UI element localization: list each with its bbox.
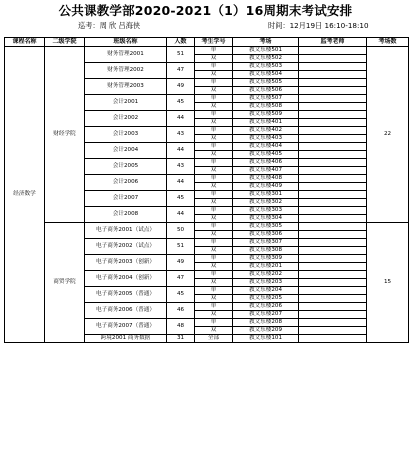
exam-room: 教文东楼509 <box>233 111 299 119</box>
student-parity: 单 <box>195 191 233 199</box>
exam-room: 教文东楼304 <box>233 215 299 223</box>
header-room: 考场 <box>233 38 299 47</box>
exam-room: 教文东楼508 <box>233 103 299 111</box>
class-name: 电子商务2006（普通） <box>85 303 167 319</box>
header-proctor: 监考老师 <box>299 38 367 47</box>
proctor-cell <box>299 103 367 111</box>
exam-room: 教文东楼101 <box>233 335 299 343</box>
student-parity: 双 <box>195 119 233 127</box>
exam-room: 教文东楼502 <box>233 55 299 63</box>
student-count: 43 <box>167 159 195 175</box>
proctor-cell <box>299 47 367 55</box>
schedule-body <box>5 47 409 343</box>
class-name: 会计2008 <box>85 207 167 223</box>
student-count: 47 <box>167 63 195 79</box>
student-count: 49 <box>167 79 195 95</box>
proctor-cell <box>299 87 367 95</box>
exam-room: 教文东楼504 <box>233 71 299 79</box>
exam-room: 教文东楼305 <box>233 223 299 231</box>
student-parity: 单 <box>195 63 233 71</box>
header-count: 人数 <box>167 38 195 47</box>
exam-room: 教文东楼204 <box>233 287 299 295</box>
proctor-cell <box>299 287 367 295</box>
class-name: 电子商务2003（创新） <box>85 255 167 271</box>
proctor-cell <box>299 327 367 335</box>
monitors-label: 巡考： <box>78 21 100 30</box>
student-parity: 双 <box>195 55 233 63</box>
exam-room: 教文东楼306 <box>233 231 299 239</box>
proctor-cell <box>299 143 367 151</box>
class-name: 会计2004 <box>85 143 167 159</box>
student-count: 44 <box>167 175 195 191</box>
exam-room: 教文东楼201 <box>233 263 299 271</box>
proctor-cell <box>299 231 367 239</box>
exam-room: 教文东楼401 <box>233 119 299 127</box>
student-count: 44 <box>167 143 195 159</box>
monitors-line <box>78 21 140 31</box>
student-parity: 双 <box>195 279 233 287</box>
student-parity: 单 <box>195 127 233 135</box>
proctor-cell <box>299 199 367 207</box>
class-name: 电子商务2007（普通） <box>85 319 167 335</box>
student-count: 45 <box>167 287 195 303</box>
student-parity: 双 <box>195 311 233 319</box>
student-count: 44 <box>167 207 195 223</box>
class-name: 会计2003 <box>85 127 167 143</box>
exam-room: 教文东楼302 <box>233 199 299 207</box>
exam-room: 教文东楼402 <box>233 127 299 135</box>
proctor-cell <box>299 175 367 183</box>
proctor-cell <box>299 239 367 247</box>
exam-room: 教文东楼209 <box>233 327 299 335</box>
student-parity: 单 <box>195 207 233 215</box>
class-name: 电子商务2001（试点） <box>85 223 167 239</box>
student-count: 49 <box>167 255 195 271</box>
proctor-cell <box>299 63 367 71</box>
student-parity: 单 <box>195 271 233 279</box>
header-course: 课程名称 <box>5 38 45 47</box>
proctor-cell <box>299 127 367 135</box>
proctor-cell <box>299 95 367 103</box>
proctor-cell <box>299 279 367 287</box>
student-count: 48 <box>167 319 195 335</box>
student-parity: 单 <box>195 95 233 103</box>
proctor-cell <box>299 311 367 319</box>
student-count: 51 <box>167 47 195 63</box>
header-student-id: 考生学号 <box>195 38 233 47</box>
student-count: 46 <box>167 303 195 319</box>
student-count: 43 <box>167 127 195 143</box>
proctor-cell <box>299 215 367 223</box>
exam-room: 教文东楼303 <box>233 207 299 215</box>
proctor-cell <box>299 135 367 143</box>
student-parity: 单 <box>195 223 233 231</box>
exam-schedule-table <box>4 37 409 343</box>
proctor-cell <box>299 207 367 215</box>
student-parity: 单 <box>195 111 233 119</box>
exam-room: 教文东楼403 <box>233 135 299 143</box>
exam-room: 教文东楼409 <box>233 183 299 191</box>
class-name: 财务管理2002 <box>85 63 167 79</box>
proctor-cell <box>299 263 367 271</box>
header-class: 班级名称 <box>85 38 167 47</box>
student-parity: 双 <box>195 231 233 239</box>
course-name: 经济数学 <box>5 47 45 343</box>
header-college: 二级学院 <box>45 38 85 47</box>
proctor-cell <box>299 111 367 119</box>
class-name: 电子商务2004（创新） <box>85 271 167 287</box>
room-count: 22 <box>367 47 409 223</box>
student-count: 50 <box>167 223 195 239</box>
student-count: 47 <box>167 271 195 287</box>
proctor-cell <box>299 119 367 127</box>
proctor-cell <box>299 295 367 303</box>
exam-room: 教文东楼507 <box>233 95 299 103</box>
header-row <box>5 38 409 47</box>
student-parity: 单 <box>195 159 233 167</box>
room-count: 15 <box>367 223 409 343</box>
proctor-cell <box>299 255 367 263</box>
exam-room: 教文东楼406 <box>233 159 299 167</box>
student-parity: 单 <box>195 175 233 183</box>
exam-room: 教文东楼505 <box>233 79 299 87</box>
proctor-cell <box>299 159 367 167</box>
exam-room: 教文东楼202 <box>233 271 299 279</box>
student-parity: 双 <box>195 247 233 255</box>
student-parity: 双 <box>195 167 233 175</box>
student-parity: 双 <box>195 151 233 159</box>
student-parity: 双 <box>195 327 233 335</box>
page-title: 公共课教学部2020-2021（1）16周期末考试安排 <box>58 3 353 18</box>
proctor-cell <box>299 151 367 159</box>
proctor-cell <box>299 271 367 279</box>
exam-room: 教文东楼206 <box>233 303 299 311</box>
student-parity: 单 <box>195 143 233 151</box>
class-name: 电子商务2005（普通） <box>85 287 167 303</box>
class-name: 财务管理2001 <box>85 47 167 63</box>
class-name: 会计2005 <box>85 159 167 175</box>
student-parity: 全部 <box>195 335 233 343</box>
exam-room: 教文东楼301 <box>233 191 299 199</box>
student-parity: 双 <box>195 103 233 111</box>
student-parity: 单 <box>195 319 233 327</box>
student-parity: 双 <box>195 135 233 143</box>
proctor-cell <box>299 71 367 79</box>
exam-room: 教文东楼501 <box>233 47 299 55</box>
student-parity: 单 <box>195 79 233 87</box>
student-count: 31 <box>167 335 195 343</box>
exam-room: 教文东楼408 <box>233 175 299 183</box>
time-line <box>268 21 369 31</box>
class-name: 电子商务2002（试点） <box>85 239 167 255</box>
college-name: 财经学院 <box>45 47 85 223</box>
class-name: 会计2006 <box>85 175 167 191</box>
proctor-cell <box>299 191 367 199</box>
exam-room: 教文东楼207 <box>233 311 299 319</box>
exam-room: 教文东楼405 <box>233 151 299 159</box>
proctor-cell <box>299 303 367 311</box>
time-label: 时间： <box>268 21 290 30</box>
student-parity: 单 <box>195 239 233 247</box>
proctor-cell <box>299 79 367 87</box>
student-parity: 双 <box>195 215 233 223</box>
proctor-cell <box>299 335 367 343</box>
student-parity: 单 <box>195 287 233 295</box>
monitors-value: 周 欣 吕海侠 <box>99 21 141 30</box>
table-row <box>5 47 409 55</box>
exam-room: 教文东楼309 <box>233 255 299 263</box>
class-name: 跨境2001 商务数据 <box>85 335 167 343</box>
student-parity: 单 <box>195 303 233 311</box>
student-count: 51 <box>167 239 195 255</box>
proctor-cell <box>299 247 367 255</box>
time-value: 12月19日 16:10-18:10 <box>289 21 369 30</box>
table-row <box>5 223 409 231</box>
student-parity: 双 <box>195 71 233 79</box>
exam-room: 教文东楼203 <box>233 279 299 287</box>
student-count: 45 <box>167 95 195 111</box>
proctor-cell <box>299 167 367 175</box>
student-parity: 双 <box>195 199 233 207</box>
exam-room: 教文东楼208 <box>233 319 299 327</box>
exam-room: 教文东楼506 <box>233 87 299 95</box>
student-parity: 双 <box>195 87 233 95</box>
class-name: 会计2002 <box>85 111 167 127</box>
student-count: 44 <box>167 111 195 127</box>
exam-room: 教文东楼404 <box>233 143 299 151</box>
exam-room: 教文东楼205 <box>233 295 299 303</box>
student-parity: 双 <box>195 183 233 191</box>
header-room-count: 考场数 <box>367 38 409 47</box>
proctor-cell <box>299 183 367 191</box>
class-name: 财务管理2003 <box>85 79 167 95</box>
student-parity: 单 <box>195 47 233 55</box>
class-name: 会计2007 <box>85 191 167 207</box>
exam-room: 教文东楼308 <box>233 247 299 255</box>
proctor-cell <box>299 223 367 231</box>
student-parity: 单 <box>195 255 233 263</box>
student-parity: 双 <box>195 295 233 303</box>
student-count: 45 <box>167 191 195 207</box>
class-name: 会计2001 <box>85 95 167 111</box>
proctor-cell <box>299 55 367 63</box>
exam-room: 教文东楼307 <box>233 239 299 247</box>
exam-room: 教文东楼503 <box>233 63 299 71</box>
college-name: 商贸学院 <box>45 223 85 343</box>
exam-room: 教文东楼407 <box>233 167 299 175</box>
student-parity: 双 <box>195 263 233 271</box>
proctor-cell <box>299 319 367 327</box>
